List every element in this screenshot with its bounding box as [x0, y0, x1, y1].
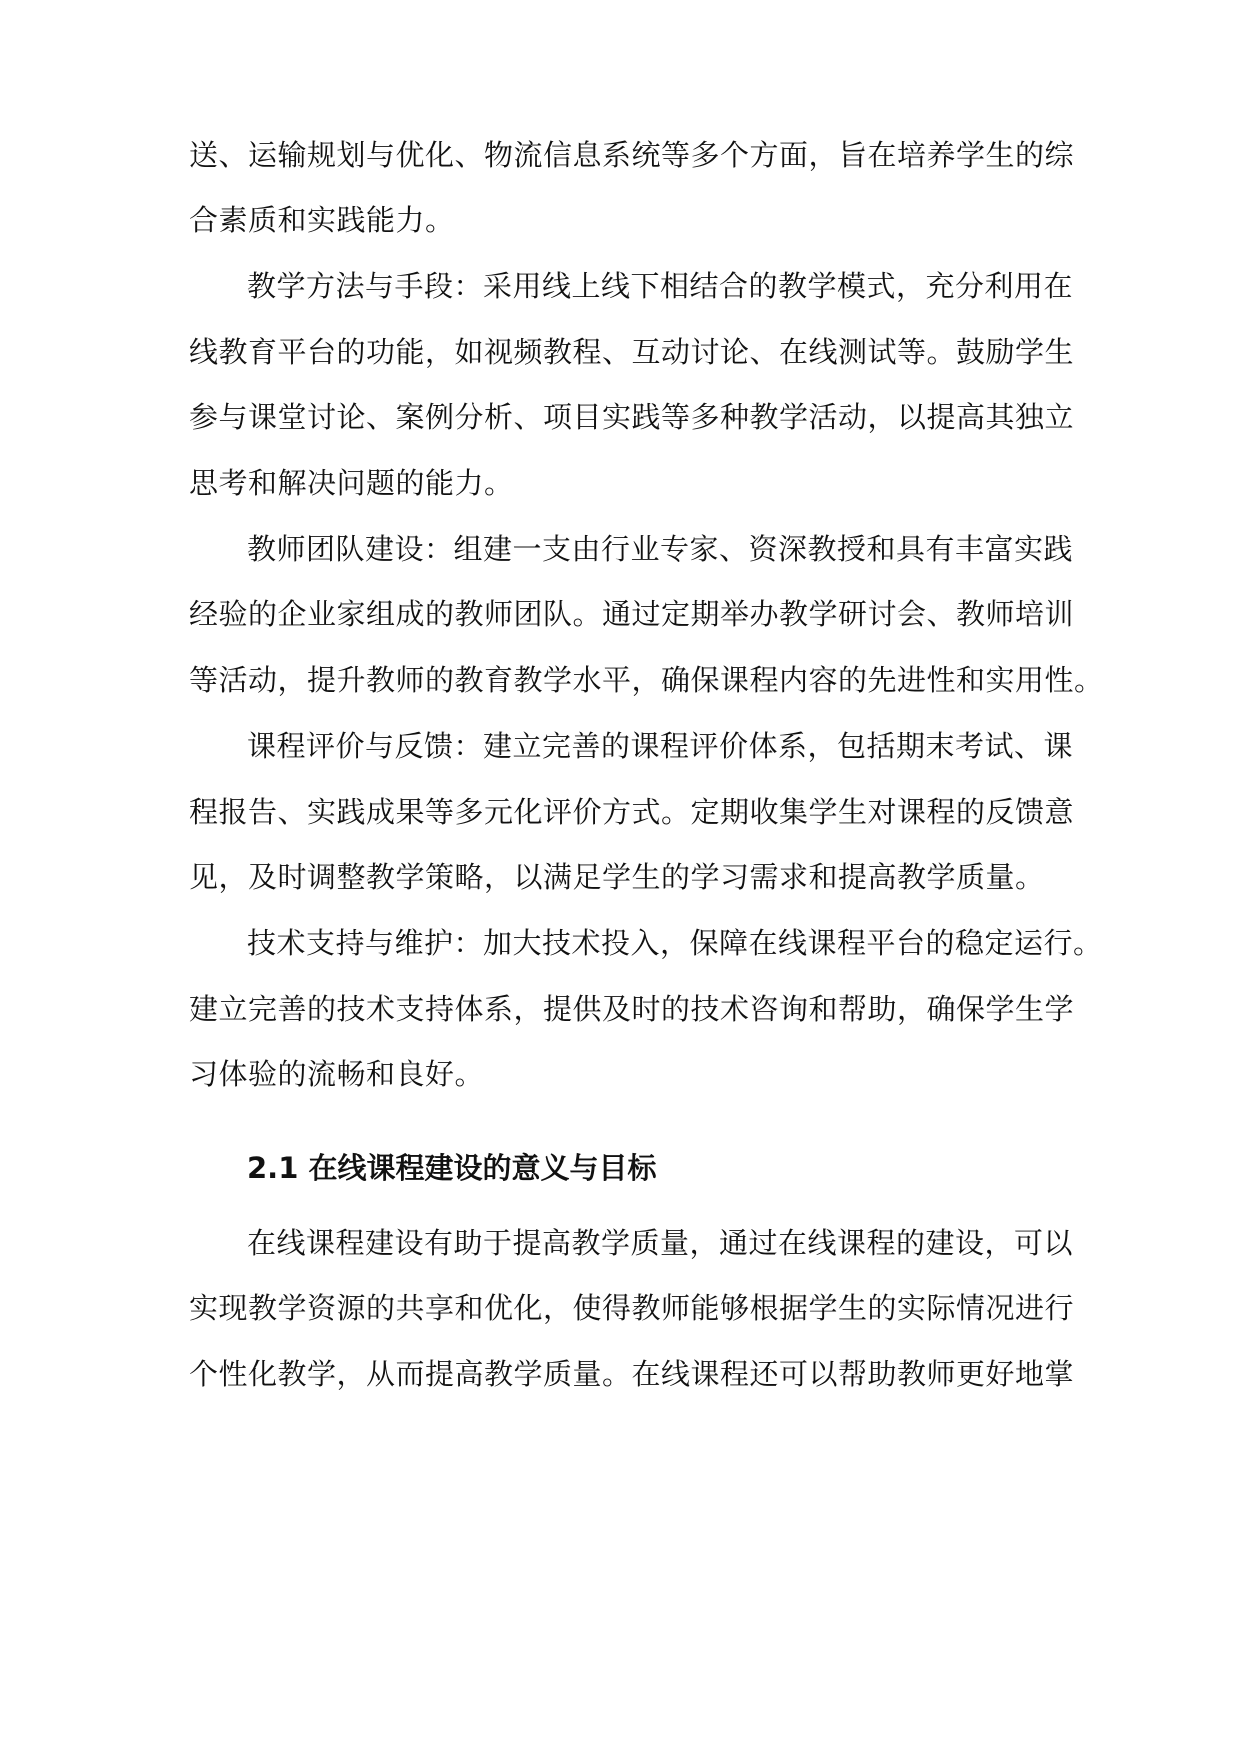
paragraph-line: 课程评价与反馈：建立完善的课程评价体系，包括期末考试、课: [247, 729, 1074, 763]
paragraph-line: 教学方法与手段：采用线上线下相结合的教学模式，充分利用在: [247, 269, 1074, 303]
paragraph-line: 合素质和实践能力。: [189, 203, 455, 237]
paragraph-line: 见，及时调整教学策略，以满足学生的学习需求和提高教学质量。: [189, 860, 1045, 894]
paragraph-line: 在线课程建设有助于提高教学质量，通过在线课程的建设，可以: [247, 1226, 1074, 1260]
paragraph-line: 实现教学资源的共享和优化，使得教师能够根据学生的实际情况进行: [189, 1291, 1075, 1325]
paragraph-line: 参与课堂讨论、案例分析、项目实践等多种教学活动，以提高其独立: [189, 400, 1075, 434]
paragraph-line: 教师团队建设：组建一支由行业专家、资深教授和具有丰富实践: [247, 532, 1074, 566]
paragraph-line: 程报告、实践成果等多元化评价方式。定期收集学生对课程的反馈意: [189, 795, 1075, 829]
paragraph-line: 等活动，提升教师的教育教学水平，确保课程内容的先进性和实用性。: [189, 663, 1104, 697]
paragraph-line: 个性化教学，从而提高教学质量。在线课程还可以帮助教师更好地掌: [189, 1357, 1075, 1391]
paragraph-line: 送、运输规划与优化、物流信息系统等多个方面，旨在培养学生的综: [189, 138, 1075, 172]
paragraph-line: 建立完善的技术支持体系，提供及时的技术咨询和帮助，确保学生学: [189, 992, 1075, 1026]
paragraph-line: 思考和解决问题的能力。: [189, 466, 514, 500]
paragraph-line: 线教育平台的功能，如视频教程、互动讨论、在线测试等。鼓励学生: [189, 335, 1075, 369]
paragraph-line: 技术支持与维护：加大技术投入，保障在线课程平台的稳定运行。: [247, 926, 1103, 960]
paragraph-line: 习体验的流畅和良好。: [189, 1057, 485, 1091]
paragraph-line: 经验的企业家组成的教师团队。通过定期举办教学研讨会、教师培训: [189, 597, 1075, 631]
section-heading: 2.1 在线课程建设的意义与目标: [247, 1151, 657, 1185]
